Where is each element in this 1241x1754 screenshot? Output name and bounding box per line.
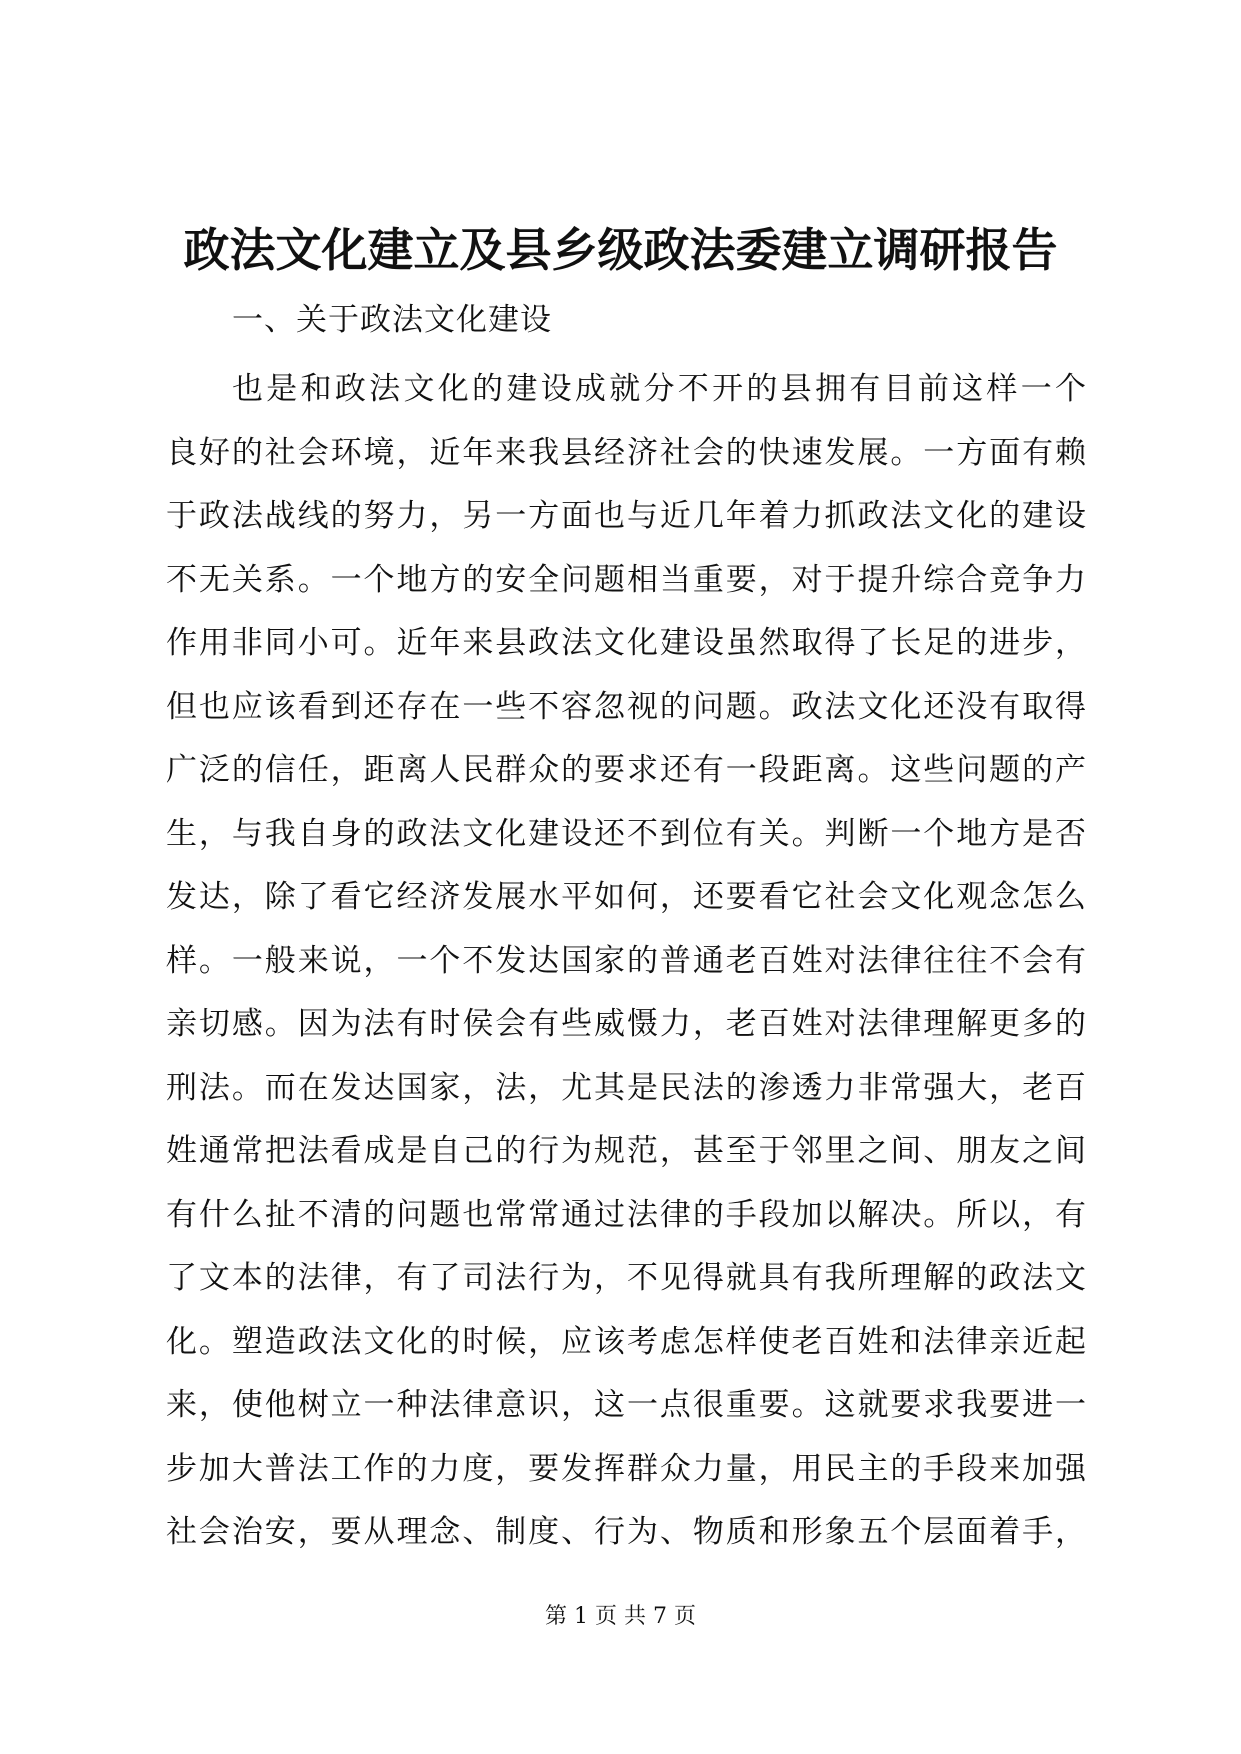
body-line: 但也应该看到还存在一些不容忽视的问题。政法文化还没有取得 xyxy=(166,688,1086,725)
document-title: 政法文化建立及县乡级政法委建立调研报告 xyxy=(183,223,1058,277)
body-line: 来，使他树立一种法律意识，这一点很重要。这就要求我要进一 xyxy=(166,1387,1086,1423)
body-line: 也是和政法文化的建设成就分不开的县拥有目前这样一个 xyxy=(232,371,1086,407)
body-line: 于政法战线的努力，另一方面也与近几年着力抓政法文化的建设 xyxy=(166,498,1086,534)
page-number-footer: 第 1 页 共 7 页 xyxy=(545,1604,696,1629)
body-line: 发达，除了看它经济发展水平如何，还要看它社会文化观念怎么 xyxy=(166,879,1086,915)
section-heading: 一、关于政法文化建设 xyxy=(232,302,552,338)
body-line: 姓通常把法看成是自己的行为规范，甚至于邻里之间、朋友之间 xyxy=(166,1133,1086,1169)
body-line: 生，与我自身的政法文化建设还不到位有关。判断一个地方是否 xyxy=(166,815,1086,852)
body-line: 有什么扯不清的问题也常常通过法律的手段加以解决。所以，有 xyxy=(166,1196,1086,1233)
body-line: 不无关系。一个地方的安全问题相当重要，对于提升综合竞争力 xyxy=(166,561,1086,598)
body-line: 样。一般来说，一个不发达国家的普通老百姓对法律往往不会有 xyxy=(166,942,1086,979)
body-line: 广泛的信任，距离人民群众的要求还有一段距离。这些问题的产 xyxy=(166,752,1086,788)
body-line: 作用非同小可。近年来县政法文化建设虽然取得了长足的进步， xyxy=(166,625,1086,661)
body-line: 良好的社会环境，近年来我县经济社会的快速发展。一方面有赖 xyxy=(166,434,1086,471)
body-line: 步加大普法工作的力度，要发挥群众力量，用民主的手段来加强 xyxy=(166,1450,1086,1487)
body-line: 社会治安，要从理念、制度、行为、物质和形象五个层面着手， xyxy=(166,1514,1086,1550)
body-line: 化。塑造政法文化的时候，应该考虑怎样使老百姓和法律亲近起 xyxy=(166,1323,1086,1360)
body-line: 亲切感。因为法有时侯会有些威慑力，老百姓对法律理解更多的 xyxy=(166,1006,1086,1042)
body-paragraph xyxy=(166,358,1086,1565)
body-line: 刑法。而在发达国家，法，尤其是民法的渗透力非常强大，老百 xyxy=(166,1069,1086,1106)
body-line: 了文本的法律，有了司法行为，不见得就具有我所理解的政法文 xyxy=(166,1260,1086,1296)
